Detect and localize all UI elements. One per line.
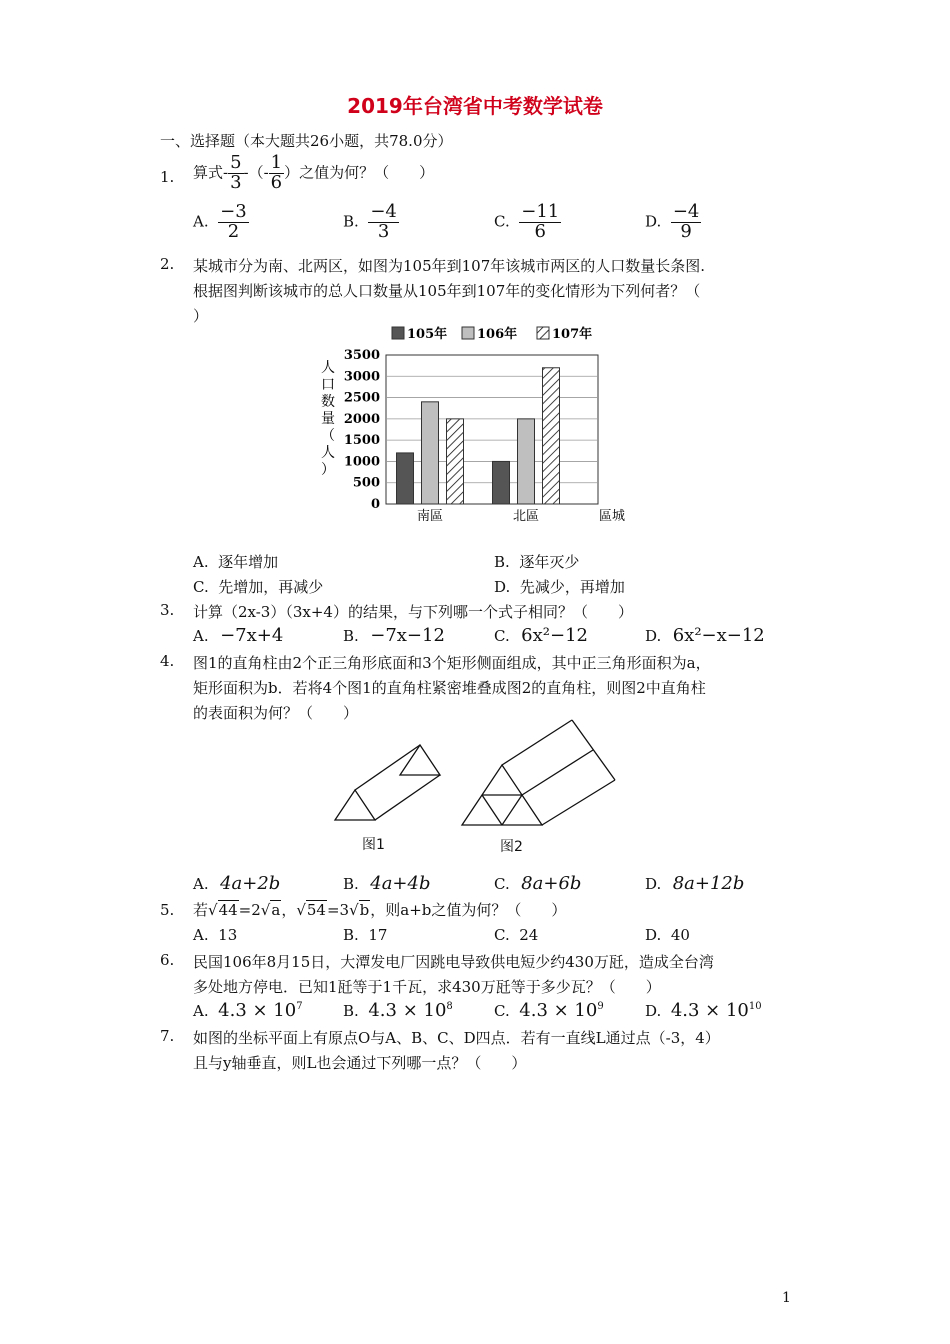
chart-bar	[518, 419, 535, 504]
q1-stem	[193, 154, 434, 193]
prism-figure-1	[335, 745, 440, 820]
chart-bar	[447, 419, 464, 504]
chart-y-tick-label: 1500	[343, 433, 380, 449]
bar-chart	[310, 322, 640, 527]
q1-option-a[interactable]: A. $\frac{-3}{2}$	[193, 201, 247, 242]
chart-y-axis-label-char: 人	[321, 445, 335, 461]
chart-y-tick-label: 0	[370, 497, 380, 512]
q6-line-1: 民国106年8月15日，大潭发电厂因跳电导致供电短少约430万瓩，造成全台湾	[193, 953, 714, 971]
chart-y-axis-label-char: 量	[321, 411, 335, 427]
q7-line-2: 且与y轴垂直，则L也会通过下列哪一点？（ ）	[193, 1054, 527, 1072]
chart-x-category-label: 南區	[416, 509, 444, 524]
q3-number: 3.	[160, 601, 175, 619]
q6-option-a[interactable]: A. $4.3 \times 10^7$	[193, 1000, 303, 1021]
q4-option-d[interactable]: D. 8a+12b	[645, 873, 745, 894]
chart-y-axis-label-char: 人	[321, 360, 335, 376]
q6-option-d[interactable]: D. $4.3 \times 10^{10}$	[645, 1000, 762, 1021]
chart-bar	[493, 461, 510, 504]
chart-bar	[543, 368, 560, 504]
q7-line-1: 如图的坐标平面上有原点O与A、B、C、D四点．若有一直线L通过点（-3，4）	[193, 1029, 720, 1047]
chart-legend-swatch	[462, 327, 474, 339]
chart-y-axis-label-char: ）	[321, 462, 335, 478]
q1-option-c[interactable]: C. $\frac{-11}{6}$	[494, 201, 560, 242]
q4-option-a[interactable]: A. 4a+2b	[193, 873, 281, 894]
q5-option-c[interactable]: C. 24	[494, 926, 539, 944]
q4-line-1: 图1的直角柱由2个正三角形底面和3个矩形侧面组成，其中正三角形面积为a，	[193, 654, 711, 672]
chart-x-category-label: 北區	[512, 509, 540, 524]
q5-option-a[interactable]: A. 13	[193, 926, 238, 944]
q1-prefix: 算式-	[193, 163, 229, 182]
q2-number: 2.	[160, 255, 175, 273]
q3-option-d[interactable]: D. 6x²−x−12	[645, 625, 765, 646]
chart-y-tick-label: 3000	[343, 369, 380, 385]
q3-option-c[interactable]: C. 6x²−12	[494, 625, 588, 646]
q2-option-b[interactable]: B. 逐年灭少	[494, 553, 580, 571]
q3-option-a[interactable]: A. −7x+4	[193, 625, 284, 646]
q6-option-c[interactable]: C. $4.3 \times 10^9$	[494, 1000, 604, 1021]
page-title: 2019年台湾省中考数学试卷	[347, 94, 603, 118]
chart-y-axis-label-char: 数	[321, 394, 335, 410]
q4-option-b[interactable]: B. 4a+4b	[343, 873, 431, 894]
q5-number: 5.	[160, 901, 175, 919]
q5-option-d[interactable]: D. 40	[645, 926, 690, 944]
q1-fraction-1: $\frac{5}{3}$	[230, 152, 242, 193]
q6-option-b[interactable]: B. $4.3 \times 10^8$	[343, 1000, 453, 1021]
chart-y-axis-label	[321, 360, 335, 478]
q4-line-2: 矩形面积为b．若将4个图1的直角柱紧密堆叠成图2的直角柱，则图2中直角柱	[193, 679, 706, 697]
chart-bar	[422, 402, 439, 504]
q3-option-b[interactable]: B. −7x−12	[343, 625, 445, 646]
chart-y-axis-label-char: 口	[321, 377, 335, 393]
q1-fraction-2: $\frac{1}{6}$	[270, 152, 283, 193]
q6-number: 6.	[160, 951, 175, 969]
chart-legend	[392, 326, 592, 342]
q2-option-c[interactable]: C. 先增加，再减少	[193, 578, 324, 596]
chart-legend-label: 105年	[407, 327, 448, 342]
q5-option-b[interactable]: B. 17	[343, 926, 388, 944]
q2-line-1: 某城市分为南、北两区，如图为105年到107年该城市两区的人口数量长条图.	[193, 257, 706, 275]
chart-legend-label: 107年	[552, 327, 593, 342]
chart-y-tick-label: 1000	[343, 454, 380, 470]
q1-suffix: ）之值为何？（ ）	[284, 163, 435, 182]
chart-legend-label: 106年	[477, 327, 518, 342]
chart-y-tick-label: 3500	[343, 348, 380, 363]
chart-legend-swatch	[537, 327, 549, 339]
chart-bar	[397, 453, 414, 504]
q1-mid: -（-	[243, 163, 269, 182]
prism-figures	[325, 715, 625, 835]
fig2-label: 图2	[500, 839, 523, 855]
chart-y-tick-label: 2000	[343, 411, 380, 427]
q1-number: 1.	[160, 168, 175, 186]
q3-stem: 计算（2x-3）（3x+4）的结果，与下列哪一个式子相同？（ ）	[193, 603, 633, 621]
q2-option-d[interactable]: D. 先减少，再增加	[494, 578, 625, 596]
q1-option-d[interactable]: D. $\frac{-4}{9}$	[645, 201, 700, 242]
q5-stem: 若√44=2√a，√54=3√b，则a+b之值为何？（ ）	[193, 901, 567, 919]
q2-line-3: ）	[193, 307, 209, 325]
q1-option-b[interactable]: B. $\frac{-4}{3}$	[343, 201, 397, 242]
q2-line-2: 根据图判断该城市的总人口数量从105年到107年的变化情形为下列何者？（	[193, 282, 701, 300]
q2-option-a[interactable]: A. 逐年增加	[193, 553, 279, 571]
q4-option-c[interactable]: C. 8a+6b	[494, 873, 582, 894]
page-number: 1	[782, 1290, 791, 1306]
q6-line-2: 多处地方停电．已知1瓩等于1千瓦，求430万瓩等于多少瓦？（ ）	[193, 978, 661, 996]
q7-number: 7.	[160, 1027, 175, 1045]
chart-y-tick-label: 500	[352, 475, 380, 491]
chart-legend-swatch	[392, 327, 404, 339]
chart-y-axis-label-char: （	[321, 428, 335, 444]
chart-x-axis-label: 區城	[598, 509, 626, 524]
chart-y-tick-label: 2500	[343, 390, 380, 406]
section-heading: 一、选择题（本大题共26小题，共78.0分）	[160, 132, 453, 150]
q4-number: 4.	[160, 652, 175, 670]
q4-line-3: 的表面积为何？（ ）	[193, 704, 359, 722]
prism-figure-2	[462, 720, 615, 825]
fig1-label: 图1	[362, 837, 385, 853]
